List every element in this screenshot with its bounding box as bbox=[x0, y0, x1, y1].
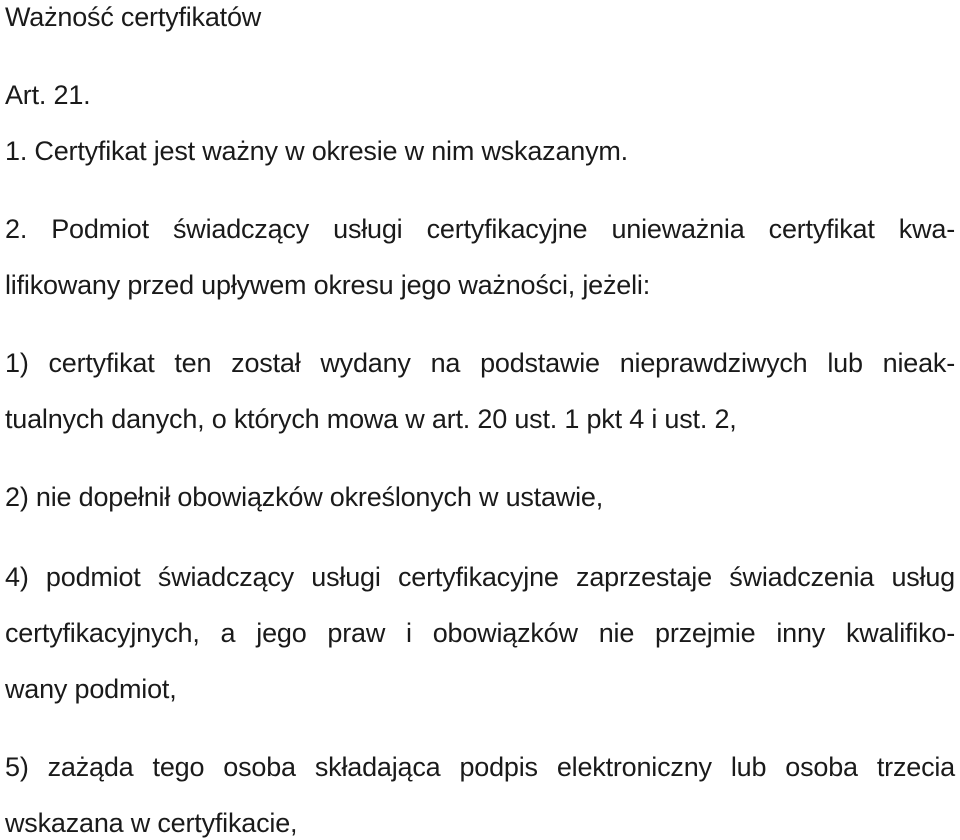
document-page bbox=[5, 0, 960, 840]
item-4-line-3: wany podmiot, bbox=[5, 674, 177, 704]
paragraph-2-line-2: lifikowany przed upływem okresu jego ważności, jeżeli: bbox=[5, 270, 650, 300]
paragraph-2-line-1: 2. Podmiot świadczący usługi certyfikacyjne unieważnia certyfikat kwa- bbox=[5, 214, 955, 244]
item-1-line-1: 1) certyfikat ten został wydany na podstawie nieprawdziwych lub nieak- bbox=[5, 348, 955, 378]
item-5-line-2: wskazana w certyfikacie, bbox=[5, 808, 298, 838]
paragraph-1-line-1: 1. Certyfikat jest ważny w okresie w nim wskazanym. bbox=[5, 136, 628, 166]
item-4-line-2: certyfikacyjnych, a jego praw i obowiązków nie przejmie inny kwalifiko- bbox=[5, 618, 955, 648]
article-heading: Art. 21. bbox=[5, 80, 91, 110]
item-1-line-2: tualnych danych, o których mowa w art. 20 ust. 1 pkt 4 i ust. 2, bbox=[5, 404, 737, 434]
section-title: Ważność certyfikatów bbox=[5, 2, 262, 32]
item-2-line-1: 2) nie dopełnił obowiązków określonych w ustawie, bbox=[5, 482, 604, 512]
item-4-line-1: 4) podmiot świadczący usługi certyfikacyjne zaprzestaje świadczenia usług bbox=[5, 562, 955, 592]
item-5-line-1: 5) zażąda tego osoba składająca podpis elektroniczny lub osoba trzecia bbox=[5, 752, 955, 782]
